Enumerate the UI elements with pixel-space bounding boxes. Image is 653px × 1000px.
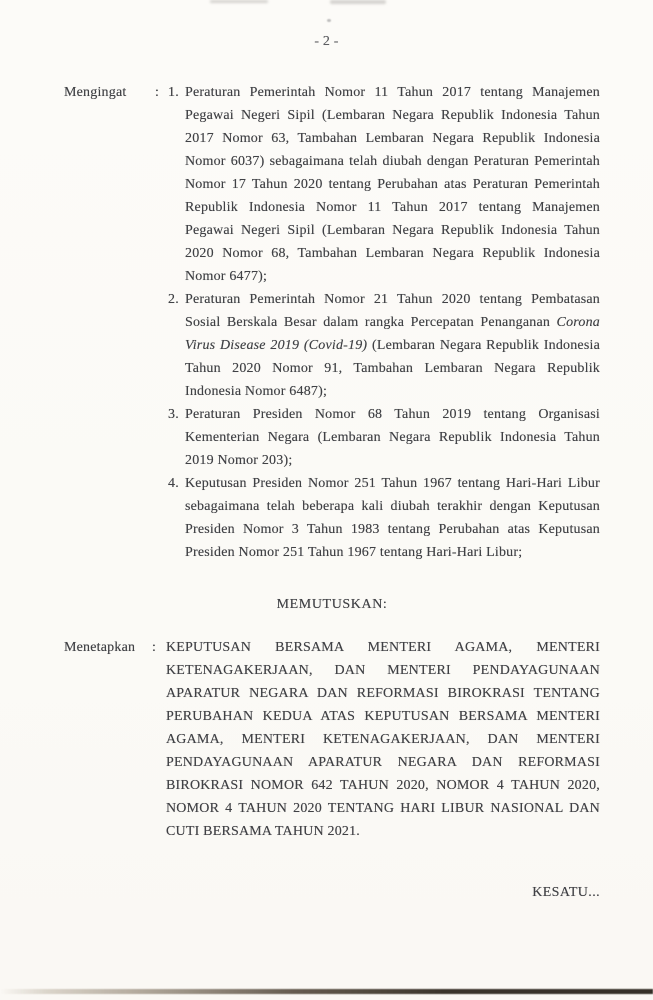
item-text: Peraturan Pemerintah Nomor 11 Tahun 2017 tentang Manajemen Pegawai Negeri Sipil (Lembaran Negara Republik Indonesia Tahun 2017 Nomor 63, Tambahan Lembaran Negara Republik Indonesia Nomor 6037) sebagaimana telah diubah dengan Peraturan Pemerintah Nomor 17 Tahun 2020 tentang Perubahan atas Peraturan Pemerintah Republik Indonesia Nomor 11 Tahun 2017 tentang Manajemen Pegawai Negeri Sipil (Lembaran Negara Republik Indonesia Tahun 2020 Nomor 68, Tambahan Lembaran Negara Republik Indonesia Nomor 6477);	[185, 85, 600, 284]
decision-heading: MEMUTUSKAN:	[276, 597, 388, 612]
item-number: 4.	[168, 476, 179, 491]
italic-law-title: Corona Virus Disease 2019 (Covid-19)	[185, 315, 600, 353]
item-text: Keputusan Presiden Nomor 251 Tahun 1967 tentang Hari-Hari Libur sebagaimana telah beberapa kali diubah terakhir dengan Keputusan Presiden Nomor 3 Tahun 1983 tentang Perubahan atas Keputusan Presiden Nomor 251 Tahun 1967 tentang Hari-Hari Libur;	[185, 476, 600, 560]
considering-item	[168, 472, 600, 564]
catchword-kesatu: KESATU...	[532, 885, 600, 900]
stipulation-section	[64, 636, 600, 843]
item-text: Peraturan Presiden Nomor 68 Tahun 2019 tentang Organisasi Kementerian Negara (Lembaran Negara Republik Indonesia Tahun 2019 Nomor 203);	[185, 407, 600, 468]
considering-item	[168, 403, 600, 472]
considering-colon: :	[155, 85, 160, 100]
stipulation-label: Menetapkan	[64, 640, 136, 655]
item-text: Peraturan Pemerintah Nomor 21 Tahun 2020 tentang Pembatasan Sosial Berskala Besar dalam rangka Percepatan Penanganan Corona Virus Disease 2019 (Covid-19) (Lembaran Negara Republik Indonesia Tahun 2020 Nomor 91, Tambahan Lembaran Negara Republik Indonesia Nomor 6487);	[185, 292, 600, 399]
scan-edge-artifact	[0, 989, 653, 994]
considering-item	[168, 288, 600, 403]
item-number: 1.	[168, 85, 179, 100]
considering-section	[64, 81, 600, 564]
stipulation-colon: :	[152, 640, 157, 655]
item-number: 3.	[168, 407, 179, 422]
scan-artifact-top-left	[210, 0, 268, 3]
scan-speck	[327, 19, 331, 22]
considering-item	[168, 81, 600, 288]
page-number: - 2 -	[314, 34, 339, 49]
item-number: 2.	[168, 292, 179, 307]
stipulation-text: KEPUTUSAN BERSAMA MENTERI AGAMA, MENTERI KETENAGAKERJAAN, DAN MENTERI PENDAYAGUNAAN APARATUR NEGARA DAN REFORMASI BIROKRASI TENTANG PERUBAHAN KEDUA ATAS KEPUTUSAN BERSAMA MENTERI AGAMA, MENTERI KETENAGAKERJAAN, DAN MENTERI PENDAYAGUNAAN APARATUR NEGARA DAN REFORMASI BIROKRASI NOMOR 642 TAHUN 2020, NOMOR 4 TAHUN 2020, NOMOR 4 TAHUN 2020 TENTANG HARI LIBUR NASIONAL DAN CUTI BERSAMA TAHUN 2021.	[166, 640, 600, 839]
considering-list	[168, 81, 600, 564]
scan-artifact-top-right	[330, 0, 386, 4]
considering-label: Mengingat	[64, 85, 127, 100]
